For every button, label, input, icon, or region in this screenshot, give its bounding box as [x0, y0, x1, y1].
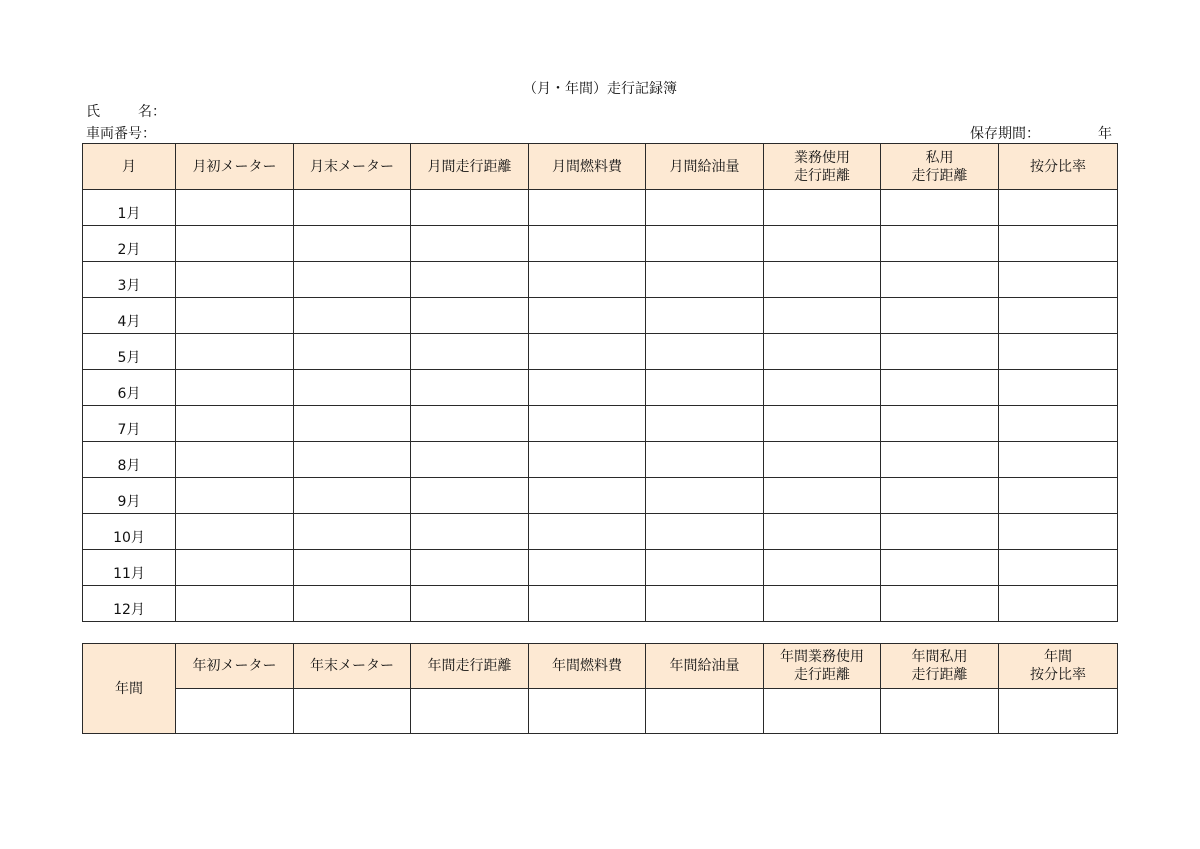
name-label-1: 氏: [86, 104, 100, 120]
entry-cell[interactable]: [999, 298, 1118, 334]
annual-header-1-line: 年末メーター: [310, 658, 394, 674]
table-row: [83, 550, 1118, 586]
annual-row-label: 年間: [83, 644, 176, 734]
entry-cell[interactable]: [176, 226, 294, 262]
annual-header-7-line: 年間: [1044, 649, 1072, 665]
entry-cell[interactable]: [764, 442, 881, 478]
entry-cell[interactable]: [646, 514, 764, 550]
annual-entry-cell[interactable]: [881, 689, 999, 734]
entry-cell[interactable]: [764, 334, 881, 370]
entry-cell[interactable]: [999, 262, 1118, 298]
entry-cell[interactable]: [176, 550, 294, 586]
entry-cell[interactable]: [646, 334, 764, 370]
entry-cell[interactable]: [881, 478, 999, 514]
annual-entry-cell[interactable]: [646, 689, 764, 734]
entry-cell[interactable]: [881, 550, 999, 586]
entry-cell[interactable]: [529, 514, 646, 550]
entry-cell[interactable]: [411, 478, 529, 514]
entry-cell[interactable]: [294, 550, 411, 586]
entry-cell[interactable]: [529, 550, 646, 586]
entry-cell[interactable]: [529, 406, 646, 442]
entry-cell[interactable]: [764, 370, 881, 406]
entry-cell[interactable]: [529, 190, 646, 226]
month-label: 10月: [83, 514, 176, 550]
monthly-header-6: [764, 144, 881, 190]
annual-input-row: [83, 689, 1118, 734]
month-label: 3月: [83, 262, 176, 298]
monthly-header-2: [294, 144, 411, 190]
entry-cell[interactable]: [176, 442, 294, 478]
entry-cell[interactable]: [999, 334, 1118, 370]
entry-cell[interactable]: [764, 406, 881, 442]
annual-header-0-line: 年初メーター: [192, 658, 277, 674]
entry-cell[interactable]: [176, 406, 294, 442]
monthly-header-6-line: 業務使用: [794, 149, 850, 166]
month-label: 8月: [83, 442, 176, 478]
month-label: 1月: [83, 190, 176, 226]
monthly-header-row: [83, 144, 1118, 190]
entry-cell[interactable]: [646, 478, 764, 514]
table-row: [83, 370, 1118, 406]
entry-cell[interactable]: [176, 586, 294, 622]
entry-cell[interactable]: [529, 334, 646, 370]
table-row: [83, 406, 1118, 442]
monthly-log-table: [82, 143, 1118, 622]
entry-cell[interactable]: [646, 406, 764, 442]
entry-cell[interactable]: [411, 262, 529, 298]
annual-header-5: [764, 644, 881, 689]
entry-cell[interactable]: [294, 262, 411, 298]
entry-cell[interactable]: [294, 406, 411, 442]
retention-period-label: 保存期間：: [970, 126, 1040, 142]
monthly-header-7-line: 走行距離: [911, 167, 968, 184]
entry-cell[interactable]: [881, 334, 999, 370]
entry-cell[interactable]: [176, 262, 294, 298]
monthly-header-0-line: 月: [122, 158, 136, 175]
entry-cell[interactable]: [294, 190, 411, 226]
monthly-header-3: [411, 144, 529, 190]
entry-cell[interactable]: [764, 226, 881, 262]
entry-cell[interactable]: [999, 514, 1118, 550]
entry-cell[interactable]: [999, 550, 1118, 586]
monthly-header-1-line: 月初メーター: [192, 158, 277, 175]
annual-entry-cell[interactable]: [999, 689, 1118, 734]
entry-cell[interactable]: [529, 586, 646, 622]
monthly-header-8: [999, 144, 1118, 190]
annual-header-2: [411, 644, 529, 689]
entry-cell[interactable]: [764, 298, 881, 334]
annual-header-6-line: 年間私用: [911, 649, 968, 665]
annual-header-4-line: 年間給油量: [669, 658, 740, 674]
month-label: 9月: [83, 478, 176, 514]
entry-cell[interactable]: [294, 514, 411, 550]
entry-cell[interactable]: [529, 226, 646, 262]
entry-cell[interactable]: [294, 370, 411, 406]
entry-cell[interactable]: [411, 442, 529, 478]
entry-cell[interactable]: [529, 442, 646, 478]
entry-cell[interactable]: [411, 550, 529, 586]
entry-cell[interactable]: [999, 226, 1118, 262]
annual-log-table: [82, 643, 1118, 734]
entry-cell[interactable]: [999, 190, 1118, 226]
entry-cell[interactable]: [881, 298, 999, 334]
entry-cell[interactable]: [764, 550, 881, 586]
entry-cell[interactable]: [294, 442, 411, 478]
entry-cell[interactable]: [881, 370, 999, 406]
entry-cell[interactable]: [294, 334, 411, 370]
entry-cell[interactable]: [646, 298, 764, 334]
monthly-header-4: [529, 144, 646, 190]
name-label-2: 名：: [138, 104, 166, 120]
annual-entry-cell[interactable]: [176, 689, 294, 734]
month-label: 6月: [83, 370, 176, 406]
monthly-header-7: [881, 144, 999, 190]
entry-cell[interactable]: [881, 406, 999, 442]
annual-header-7: [999, 644, 1118, 689]
table-row: [83, 478, 1118, 514]
month-label: 4月: [83, 298, 176, 334]
annual-header-0: [176, 644, 294, 689]
entry-cell[interactable]: [764, 262, 881, 298]
month-label: 2月: [83, 226, 176, 262]
entry-cell[interactable]: [646, 262, 764, 298]
entry-cell[interactable]: [294, 478, 411, 514]
month-label: 7月: [83, 406, 176, 442]
entry-cell[interactable]: [999, 370, 1118, 406]
entry-cell[interactable]: [411, 298, 529, 334]
entry-cell[interactable]: [646, 190, 764, 226]
entry-cell[interactable]: [176, 334, 294, 370]
name-field: [86, 101, 166, 121]
annual-header-7-line: 按分比率: [1030, 667, 1086, 683]
table-row: [83, 514, 1118, 550]
entry-cell[interactable]: [294, 226, 411, 262]
annual-header-5-line: 走行距離: [794, 667, 850, 683]
entry-cell[interactable]: [881, 442, 999, 478]
monthly-header-4-line: 月間燃料費: [552, 158, 622, 175]
entry-cell[interactable]: [529, 298, 646, 334]
monthly-header-1: [176, 144, 294, 190]
entry-cell[interactable]: [646, 226, 764, 262]
retention-unit-label: 年: [1098, 126, 1112, 142]
entry-cell[interactable]: [646, 586, 764, 622]
month-label: 12月: [83, 586, 176, 622]
entry-cell[interactable]: [881, 262, 999, 298]
table-row: [83, 190, 1118, 226]
table-row: [83, 334, 1118, 370]
annual-header-4: [646, 644, 764, 689]
annual-header-5-line: 年間業務使用: [780, 649, 864, 665]
annual-entry-cell[interactable]: [411, 689, 529, 734]
annual-header-6: [881, 644, 999, 689]
monthly-header-6-line: 走行距離: [794, 167, 850, 184]
entry-cell[interactable]: [176, 514, 294, 550]
table-row: [83, 262, 1118, 298]
entry-cell[interactable]: [529, 370, 646, 406]
entry-cell[interactable]: [411, 586, 529, 622]
month-label: 11月: [83, 550, 176, 586]
annual-header-6-line: 走行距離: [911, 667, 968, 683]
monthly-header-5: [646, 144, 764, 190]
entry-cell[interactable]: [764, 586, 881, 622]
entry-cell[interactable]: [881, 226, 999, 262]
table-row: [83, 226, 1118, 262]
annual-entry-cell[interactable]: [529, 689, 646, 734]
entry-cell[interactable]: [411, 226, 529, 262]
entry-cell[interactable]: [529, 262, 646, 298]
entry-cell[interactable]: [294, 298, 411, 334]
month-label: 5月: [83, 334, 176, 370]
entry-cell[interactable]: [999, 586, 1118, 622]
entry-cell[interactable]: [411, 514, 529, 550]
entry-cell[interactable]: [176, 478, 294, 514]
annual-header-1: [294, 644, 411, 689]
monthly-header-2-line: 月末メーター: [310, 158, 394, 175]
annual-entry-cell[interactable]: [294, 689, 411, 734]
entry-cell[interactable]: [764, 478, 881, 514]
entry-cell[interactable]: [999, 478, 1118, 514]
entry-cell[interactable]: [411, 406, 529, 442]
entry-cell[interactable]: [881, 586, 999, 622]
entry-cell[interactable]: [764, 190, 881, 226]
entry-cell[interactable]: [999, 442, 1118, 478]
entry-cell[interactable]: [411, 190, 529, 226]
entry-cell[interactable]: [646, 550, 764, 586]
annual-header-3-line: 年間燃料費: [552, 658, 622, 674]
page-title: （月・年間）走行記録簿: [523, 81, 677, 97]
annual-header-3: [529, 644, 646, 689]
annual-header-row: [83, 644, 1118, 689]
monthly-header-8-line: 按分比率: [1030, 158, 1086, 175]
entry-cell[interactable]: [881, 190, 999, 226]
monthly-header-3-line: 月間走行距離: [427, 158, 512, 175]
entry-cell[interactable]: [881, 514, 999, 550]
entry-cell[interactable]: [646, 442, 764, 478]
monthly-header-0: [83, 144, 176, 190]
entry-cell[interactable]: [764, 514, 881, 550]
entry-cell[interactable]: [176, 190, 294, 226]
entry-cell[interactable]: [529, 478, 646, 514]
annual-entry-cell[interactable]: [764, 689, 881, 734]
monthly-header-7-line: 私用: [925, 149, 954, 166]
entry-cell[interactable]: [999, 406, 1118, 442]
entry-cell[interactable]: [646, 370, 764, 406]
annual-header-2-line: 年間走行距離: [427, 658, 512, 674]
table-row: [83, 442, 1118, 478]
table-row: [83, 298, 1118, 334]
vehicle-number-label: 車両番号：: [86, 126, 156, 142]
entry-cell[interactable]: [294, 586, 411, 622]
entry-cell[interactable]: [411, 370, 529, 406]
entry-cell[interactable]: [176, 370, 294, 406]
monthly-header-5-line: 月間給油量: [669, 158, 740, 175]
table-row: [83, 586, 1118, 622]
entry-cell[interactable]: [176, 298, 294, 334]
entry-cell[interactable]: [411, 334, 529, 370]
